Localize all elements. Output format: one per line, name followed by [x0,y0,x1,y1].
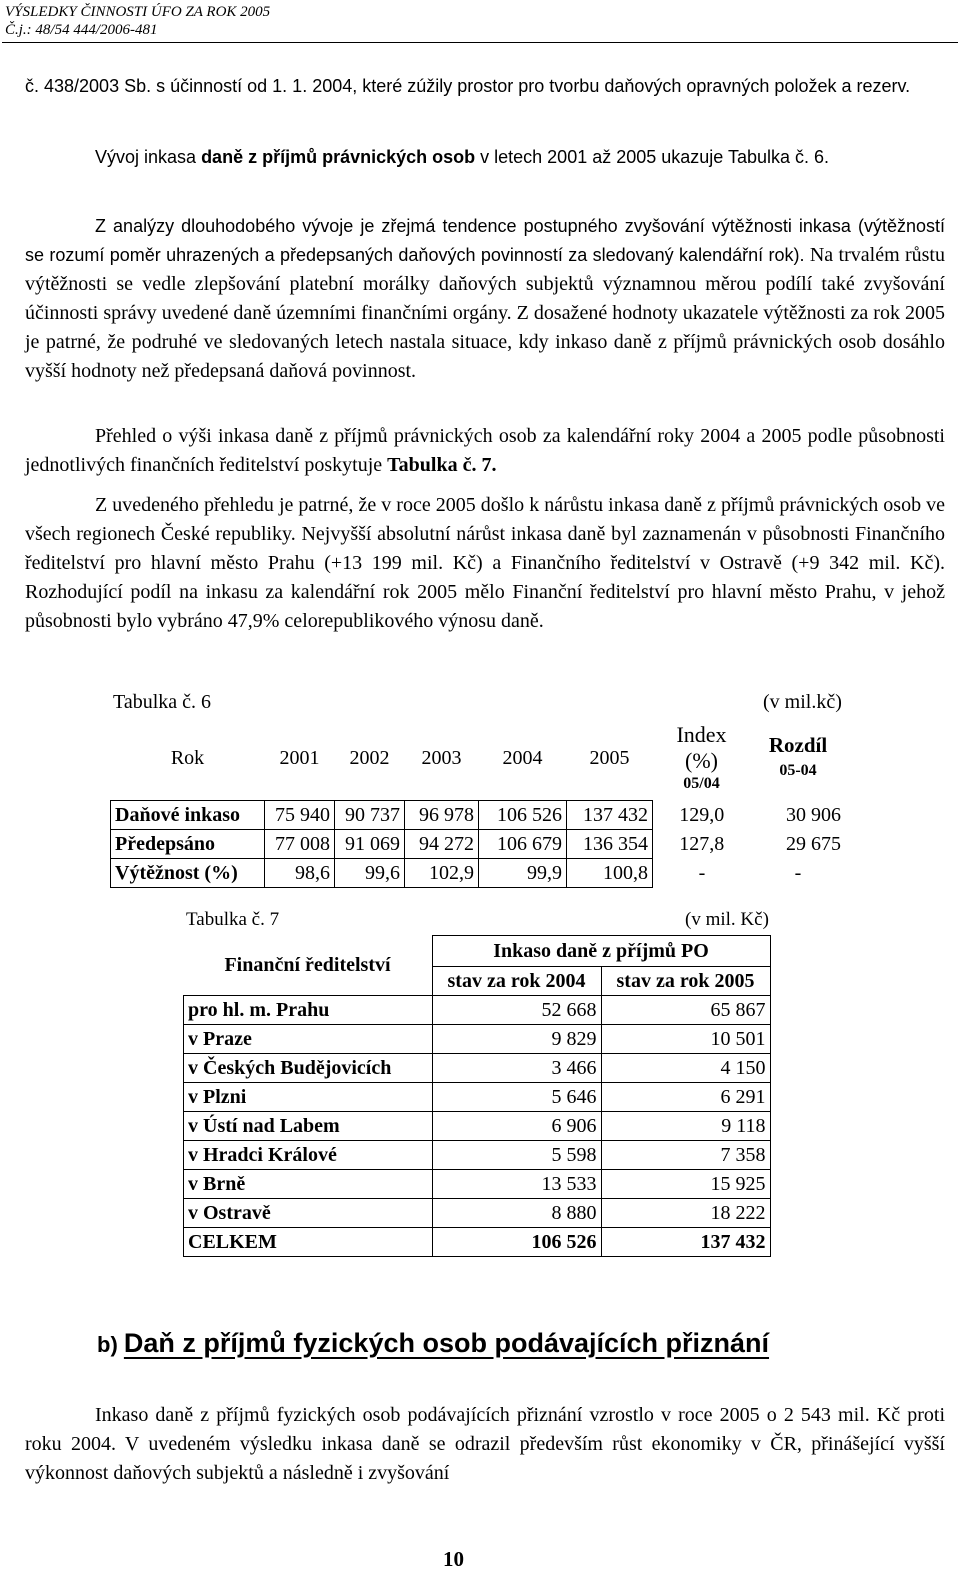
table7-row: v Českých Budějovicích 3 466 4 150 [184,1054,771,1083]
section-b-heading: b) Daň z příjmů fyzických osob podávajících přiznání [97,1328,770,1358]
section-b-title: Daň z příjmů fyzických osob podávajících přiznání [123,1328,770,1358]
table6-unit: (v mil.kč) [763,691,842,713]
table7-caption: Tabulka č. 7 [186,909,280,930]
table7-row: v Ostravě 8 880 18 222 [184,1199,771,1228]
page-number: 10 [443,1547,464,1571]
table6-year: 2004 [502,746,543,769]
paragraph-1: č. 438/2003 Sb. s účinností od 1. 1. 2004, které zúžily prostor pro tvorbu daňových opravných položek a rezerv. [25,76,911,96]
table6-header-rozdil: Rozdíl 05-04 [768,733,828,780]
table6-caption: Tabulka č. 6 [113,691,212,713]
table6-year: 2003 [421,746,462,769]
header-reference: Č.j.: 48/54 444/2006-481 [5,22,158,38]
table7-header-2004: stav za rok 2004 [432,967,601,996]
paragraph-2: Vývoj inkasa daně z příjmů právnických osob v letech 2001 až 2005 ukazuje Tabulka č. 6. [95,147,830,167]
table6-row-label: Předepsáno [111,830,265,859]
header-rule [2,42,958,43]
table7-row: CELKEM 106 526 137 432 [184,1228,771,1257]
table6-header-row [111,716,846,801]
table7-row: v Plzni 5 646 6 291 [184,1083,771,1112]
page-header [5,3,270,39]
table7-row: pro hl. m. Prahu 52 668 65 867 [184,996,771,1025]
table7-header-fr: Finanční ředitelství [184,936,433,996]
table-6 [110,716,846,888]
paragraph-5: Z uvedeného přehledu je patrné, že v roce 2005 došlo k nárůstu inkasa daně z příjmů právnických osob ve všech regionech České republiky. Nejvyšší absolutní nárůst inkasa daně byl zaznamenán v působnosti Finančního ředitelství pro hlavní město Prahu (+13 199 mil. Kč) a Finančního ředitelství v Ostravě (+9 342 mil. Kč). Rozhodující podíl na inkasu za kalendářní rok 2005 mělo Finanční ředitelství pro hlavní město Prahu, v jehož působnosti bylo vybráno 47,9% celorepublikového výnosu daně. [25,494,945,632]
table6-row-label: Daňové inkaso [111,801,265,830]
table7-row: v Praze 9 829 10 501 [184,1025,771,1054]
table6-header-index: Index (%) 05/04 [676,722,727,793]
table7-unit: (v mil. Kč) [685,909,769,930]
table7-row: v Brně 13 533 15 925 [184,1170,771,1199]
table6-year: 2001 [279,746,320,769]
paragraph-6: Inkaso daně z příjmů fyzických osob podávajících přiznání vzrostlo v roce 2005 o 2 543 mil. Kč proti roku 2004. V uvedeném výsledku inkasa daně se odrazil především růst ekonomiky v ČR, přinášející vyšší výkonnost daňových subjektů a následně i zvyšování [25,1404,945,1484]
table7-header-inkaso: Inkaso daně z příjmů PO [432,936,770,967]
table6-year: 2002 [349,746,390,769]
table6-row: Daňové inkaso 75 940 90 737 96 978 106 526 137 432 129,0 30 906 [111,801,846,830]
paragraph-4: Přehled o výši inkasa daně z příjmů právnických osob za kalendářní roky 2004 a 2005 podle působnosti jednotlivých finančních ředitelství poskytuje Tabulka č. 7. [25,425,945,476]
table6-row: Výtěžnost (%) 98,6 99,6 102,9 99,9 100,8 - - [111,859,846,888]
table6-year: 2005 [589,746,630,769]
table7-row: v Ústí nad Labem 6 906 9 118 [184,1112,771,1141]
table7-header-row [184,936,771,967]
header-title: VÝSLEDKY ČINNOSTI ÚFO ZA ROK 2005 [5,4,271,20]
table6-header-rok: Rok [170,746,205,769]
paragraph-3: Z analýzy dlouhodobého vývoje je zřejmá tendence postupného zvyšování výtěžnosti inkasa (výtěžností se rozumí poměr uhrazených a předepsaných daňových povinností za sledovaný kalendářní rok). Na trvalém růstu výtěžnosti se vedle zlepšování platební morálky daňových subjektů významnou měrou podílí také zvyšování účinnosti správy uvedené daně územními finančními orgány. Z dosažené hodnoty ukazatele výtěžnosti za rok 2005 je patrné, že podruhé ve sledovaných letech nastala situace, kdy inkaso daně z příjmů právnických osob dosáhlo vyšší hodnoty než předepsaná daňová povinnost. [25,216,945,382]
table7-row: v Hradci Králové 5 598 7 358 [184,1141,771,1170]
table6-row: Předepsáno 77 008 91 069 94 272 106 679 136 354 127,8 29 675 [111,830,846,859]
table-7 [183,935,771,1257]
table7-header-2005: stav za rok 2005 [601,967,770,996]
table6-row-label: Výtěžnost (%) [111,859,265,888]
